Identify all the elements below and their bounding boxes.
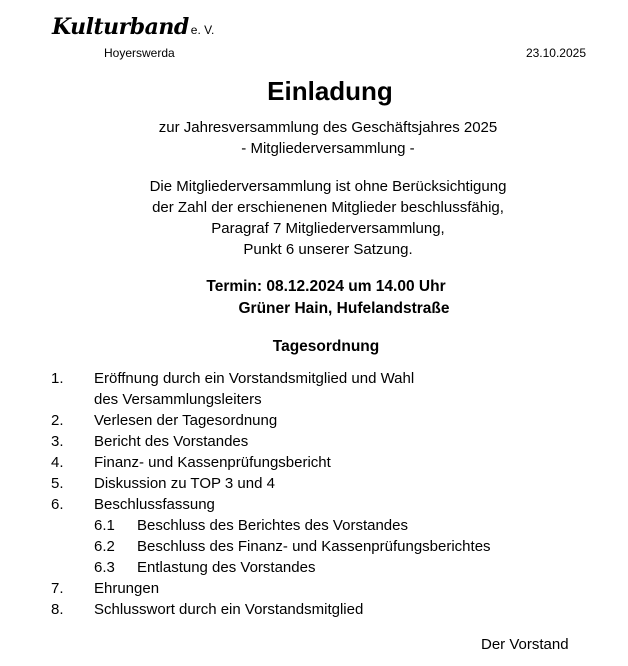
- agenda-item-text: Ehrungen: [94, 580, 160, 597]
- note-line-1: Die Mitgliederversammlung ist ohne Berücksichtigung: [149, 178, 507, 195]
- agenda-item-number: 1.: [51, 370, 64, 387]
- note-line-2: der Zahl der erschienenen Mitglieder beschlussfähig,: [152, 199, 504, 216]
- city: Hoyerswerda: [104, 46, 175, 60]
- agenda-item-number: 4.: [51, 454, 64, 471]
- logo: [52, 14, 214, 40]
- subtitle-line-2: - Mitgliederversammlung -: [241, 140, 415, 157]
- meeting-date: Termin: 08.12.2024 um 14.00 Uhr: [206, 278, 446, 295]
- agenda-item-text: Finanz- und Kassenprüfungsbericht: [94, 454, 331, 471]
- agenda-item-number: 6.3: [94, 559, 115, 576]
- agenda-item-number: 6.1: [94, 517, 115, 534]
- logo-suffix: e. V.: [190, 23, 215, 37]
- note-line-3: Paragraf 7 Mitgliederversammlung,: [211, 220, 445, 237]
- agenda-item-number: 6.: [51, 496, 64, 513]
- agenda-item-text: Entlastung des Vorstandes: [137, 559, 316, 576]
- document-title: Einladung: [267, 76, 393, 106]
- agenda-item-text: Beschlussfassung: [94, 496, 215, 513]
- agenda-item-number: 3.: [51, 433, 64, 450]
- agenda-item-text: Beschluss des Finanz- und Kassenprüfungsberichtes: [137, 538, 491, 555]
- agenda-item-number: 8.: [51, 601, 64, 618]
- agenda-item-text: Verlesen der Tagesordnung: [94, 412, 278, 429]
- agenda-item-number: 6.2: [94, 538, 115, 555]
- note-line-4: Punkt 6 unserer Satzung.: [243, 241, 413, 258]
- agenda-item-number: 2.: [51, 412, 64, 429]
- agenda-item-number: 7.: [51, 580, 64, 597]
- agenda-item-text: Bericht des Vorstandes: [94, 433, 249, 450]
- agenda-item-text: Beschluss des Berichtes des Vorstandes: [137, 517, 408, 534]
- agenda-item-text: Diskussion zu TOP 3 und 4: [94, 475, 275, 492]
- agenda-item-text: Schlusswort durch ein Vorstandsmitglied: [94, 601, 364, 618]
- agenda-item-number: 5.: [51, 475, 64, 492]
- agenda-item-text: Eröffnung durch ein Vorstandsmitglied und Wahl: [94, 370, 415, 387]
- document-date: 23.10.2025: [525, 46, 586, 60]
- agenda-item-text: des Versammlungsleiters: [94, 391, 262, 408]
- meeting-location: Grüner Hain, Hufelandstraße: [238, 300, 450, 317]
- signature: Der Vorstand: [481, 636, 569, 653]
- subtitle-line-1: zur Jahresversammlung des Geschäftsjahres 2025: [158, 119, 498, 136]
- logo-text: Kulturband: [52, 14, 189, 40]
- agenda-heading: Tagesordnung: [272, 338, 380, 355]
